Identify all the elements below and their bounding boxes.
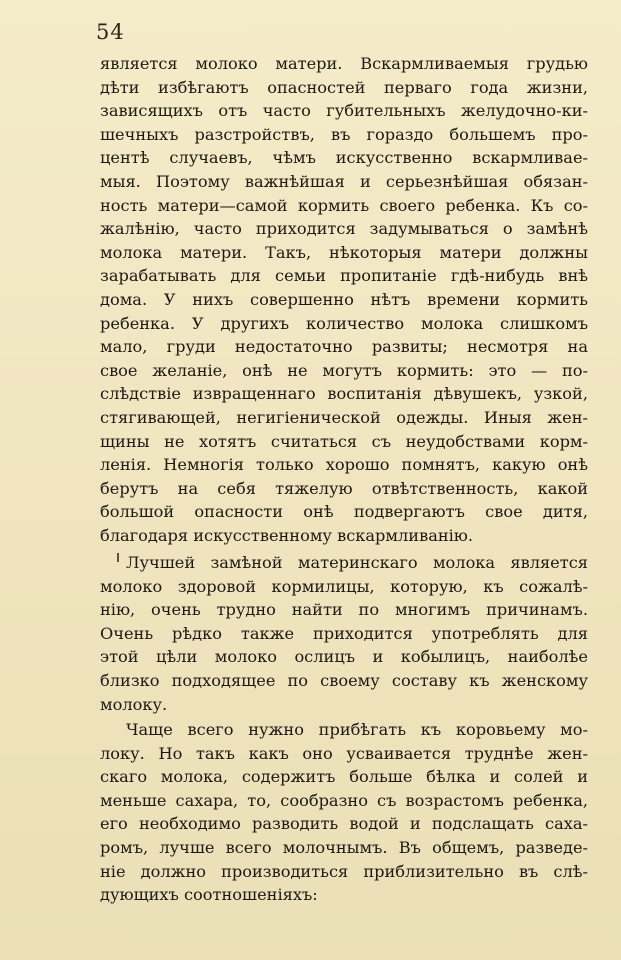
page-number: 54 <box>96 20 125 44</box>
text-line: молоко здоровой кормилицы, которую, къ сожалѣ- <box>100 576 588 596</box>
text-line: ребенка. У другихъ количество молока слишкомъ <box>100 313 588 333</box>
text-line: молоку. <box>100 694 168 714</box>
text-line: шечныхъ разстройствъ, въ гораздо большемъ про- <box>100 124 588 144</box>
text-line: ромъ, лучше всего молочнымъ. Въ общемъ, разведе- <box>100 837 588 857</box>
text-line: щины не хотятъ считаться съ неудобствами корм- <box>100 431 588 451</box>
text-line: ленія. Немногія только хорошо помнятъ, какую онѣ <box>100 455 588 475</box>
text-line: зависящихъ отъ часто губительныхъ желудочно-ки- <box>100 101 588 121</box>
text-line: большой опасности онѣ подвергаютъ свое дитя, <box>100 502 588 522</box>
text-line: дующихъ соотношеніяхъ: <box>100 885 318 905</box>
text-line: свое желаніе, онѣ не могутъ кормить: это — по- <box>100 360 588 380</box>
text-line: мало, груди недостаточно развиты; несмотря на <box>100 337 588 357</box>
text-line: жалѣнію, часто приходится задумываться о замѣнѣ <box>100 219 588 239</box>
text-line: его необходимо разводить водой и подслащать саха- <box>100 814 588 834</box>
paragraph-3 <box>100 718 588 907</box>
text-line: стягивающей, негигіенической одежды. Иныя жен- <box>100 407 588 427</box>
text-line: дѣти избѣгаютъ опасностей перваго года жизни, <box>100 77 588 97</box>
text-line: ніе должно производиться приблизительно въ слѣ- <box>100 861 588 881</box>
text-line: меньше сахара, то, сообразно съ возрастомъ ребенка, <box>100 790 588 810</box>
text-line: ность матери—самой кормить своего ребенка. Къ со- <box>100 195 588 215</box>
text-line: молока матери. Такъ, нѣкоторыя матери должны <box>100 242 588 262</box>
text-line: Лучшей замѣной материнскаго молока является <box>126 553 588 572</box>
text-line: является молоко матери. Вскармливаемыя грудью <box>100 54 588 73</box>
text-line: близко подходящее по своему составу къ женскому <box>100 670 588 690</box>
text-line: Чаще всего нужно прибѣгать къ коровьему мо- <box>126 720 588 739</box>
text-line: нію, очень трудно найти по многимъ причинамъ. <box>100 600 588 620</box>
text-line: центѣ случаевъ, чѣмъ искусственно вскармливае- <box>100 148 588 168</box>
text-line: скаго молока, содержитъ больше бѣлка и солей и <box>100 767 588 787</box>
text-line: благодаря искусственному вскармливанію. <box>100 525 474 545</box>
paragraph-2 <box>100 551 588 716</box>
text-line: мыя. Поэтому важнѣйшая и серьезнѣйшая обязан- <box>100 171 588 191</box>
text-line: зарабатывать для семьи пропитаніе гдѣ-нибудь внѣ <box>100 266 588 286</box>
text-line: Очень рѣдко также приходится употреблять для <box>100 623 588 643</box>
text-line: берутъ на себя тяжелую отвѣтственность, какой <box>100 478 588 498</box>
text-line: локу. Но такъ какъ оно усваивается труднѣе жен- <box>100 743 588 763</box>
text-line: дома. У нихъ совершенно нѣтъ времени кормить <box>100 289 588 309</box>
text-line: этой цѣли молоко ослицъ и кобылицъ, наиболѣе <box>100 647 588 667</box>
paragraph-1 <box>100 52 588 547</box>
text-line: слѣдствіе извращеннаго воспитанія дѣвушекъ, узкой, <box>100 384 588 404</box>
